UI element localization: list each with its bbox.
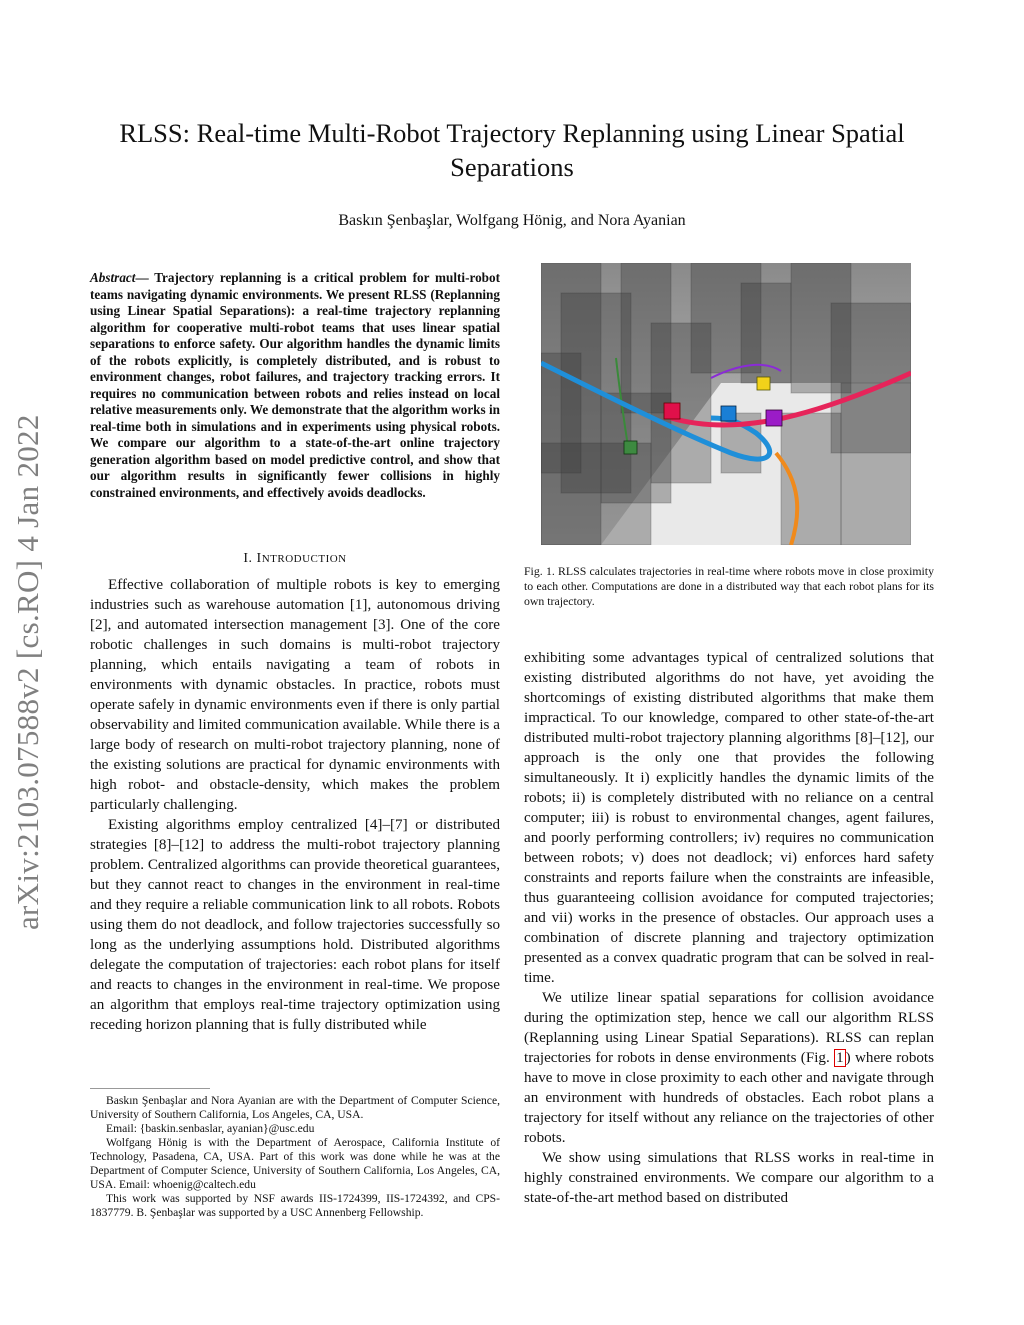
abstract-text: — Trajectory replanning is a critical problem for multi-robot teams navigating dynamic environments. We present RLSS (Replanning using Linear Spatial Separations): a real-time trajectory replanning algorithm for cooperative multi-robot teams that uses linear spatial separations to enforce safety. Our algorithm handles the dynamic limits of the robots explicitly, is completely distributed, and is robust to environment changes, robot failures, and trajectory tracking errors. It requires no communication between robots and relies instead on local relative measurements only. We demonstrate that the algorithm works in real-time both in simulations and in experiments using physical robots. We compare our algorithm to a state-of-the-art online trajectory generation algorithm based on model predictive control, and show that our algorithm results in significantly fewer collisions in highly constrained environments, and effectively avoids deadlocks. [90, 270, 500, 500]
title-line-1: RLSS: Real-time Multi-Robot Trajectory Replanning using Linear Spatial [119, 118, 905, 148]
intro-paragraph-2: Existing algorithms employ centralized [4]–[7] or distributed strategies [8]–[12] to address the multi-robot trajectory planning problem. Centralized algorithms can provide theoretical guarantees, but they cannot react to changes in the environment in real-time and they require a reliable communication link to all robots. Robots using them do not deadlock, and follow trajectories successfully so long as the underlying assumptions hold. Distributed algorithms delegate the computation of trajectories: each robot plans for itself and reacts to changes in the environment in real-time. We propose an algorithm that employs real-time trajectory optimization using receding horizon planning that is fully distributed while [90, 817, 500, 1033]
footnote-email-1: Email: {baskin.senbaslar, ayanian}@usc.edu [106, 1122, 315, 1135]
robot-yellow [757, 377, 770, 390]
robot-green [624, 441, 637, 454]
footnote-funding: This work was supported by NSF awards IIS-1724399, IIS-1724392, and CPS-1837779. B. Şenbaşlar was supported by a USC Annenberg Fellowship. [90, 1192, 500, 1219]
figure-1-simulation [541, 263, 911, 545]
author-list: Baskın Şenbaşlar, Wolfgang Hönig, and Nora Ayanian [338, 212, 686, 229]
footnote-rule [90, 1088, 210, 1089]
robot-blue [721, 406, 736, 421]
footnotes [90, 1094, 500, 1220]
right-paragraph-1: exhibiting some advantages typical of centralized solutions that existing distributed algorithms do not have, yet avoiding the shortcomings of existing distributed algorithms that make them impractical. To our knowledge, compared to other state-of-the-art distributed multi-robot trajectory planning algorithms [8]–[12], our approach is the only one that provides the following simultaneously. It i) explicitly handles the dynamic limits of the robots; ii) is completely distributed with no reliance on a central computer; iii) is robust to environmental changes, agent failures, and poorly performing controllers; iv) requires no communication between robots; v) does not deadlock; vi) enforces hard safety constraints and reports failure when the constraints are infeasible, thus guaranteeing collision avoidance for computed trajectories; and vii) works in the presence of obstacles. Our approach uses a combination of discrete planning and trajectory optimization presented as a convex quadratic program that can be solved in real-time. [524, 650, 934, 986]
right-paragraph-3: We show using simulations that RLSS works in real-time in highly constrained environments. We compare our algorithm to a state-of-the-art method based on distributed [524, 1150, 934, 1206]
left-column-body [90, 575, 500, 1035]
robot-red [664, 403, 680, 419]
right-paragraph-2-start: We utilize linear spatial separations for collision avoidance during the optimization step, hence we call our algorithm RLSS (Replanning using Linear Spatial Separations). RLSS can replan trajectories for robots in dense environments (Fig. [524, 990, 934, 1066]
footnote-affiliation-1: Baskın Şenbaşlar and Nora Ayanian are with the Department of Computer Science, University of Southern California, Los Angeles, CA, USA. [90, 1094, 500, 1121]
right-paragraph-2-end: ) where robots have to move in close proximity to each other and navigate through an environment with hundreds of obstacles. Each robot plans a trajectory for itself without any reliance on the trajectories of other robots. [524, 1050, 934, 1146]
abstract [90, 270, 500, 501]
intro-paragraph-1: Effective collaboration of multiple robots is key to emerging industries such as warehouse automation [1], autonomous driving [2], and automated intersection management [3]. One of the core robotic challenges in such domains is multi-robot trajectory planning, which entails navigating a team of robots in environments with dynamic obstacles. In practice, robots must operate safely in dynamic environments even if there is only partial observability and limited communication available. While there is a large body of research on multi-robot trajectory planning, none of the existing solutions are practical for dynamic environments with high robot- and obstacle-density, which makes the problem particularly challenging. [90, 577, 500, 813]
figure-1-caption: Fig. 1. RLSS calculates trajectories in real-time where robots move in close proximity to each other. Computations are done in a distributed way that each robot plans for its own trajectory. [524, 564, 934, 608]
section-number: I. I [243, 551, 262, 566]
title-line-2: Separations [450, 152, 574, 182]
arxiv-stamp: arXiv:2103.07588v2 [cs.RO] 4 Jan 2022 [10, 414, 45, 930]
section-title-rest: NTRODUCTION [261, 553, 347, 565]
footnote-affiliation-2: Wolfgang Hönig is with the Department of Aerospace, California Institute of Technology, Pasadena, CA, USA. Part of this work was done while he was at the Department of Computer Science, University of Southern California, Los Angeles, CA, USA. Email: whoenig@caltech.edu [90, 1136, 500, 1191]
section-heading-introduction [90, 551, 500, 567]
abstract-label: Abstract [90, 270, 136, 285]
figure-ref-link[interactable]: 1 [836, 1050, 844, 1066]
right-column-body [524, 648, 934, 1208]
robot-purple [766, 410, 782, 426]
paper-title [90, 116, 934, 184]
right-paragraph-2 [524, 988, 934, 1148]
